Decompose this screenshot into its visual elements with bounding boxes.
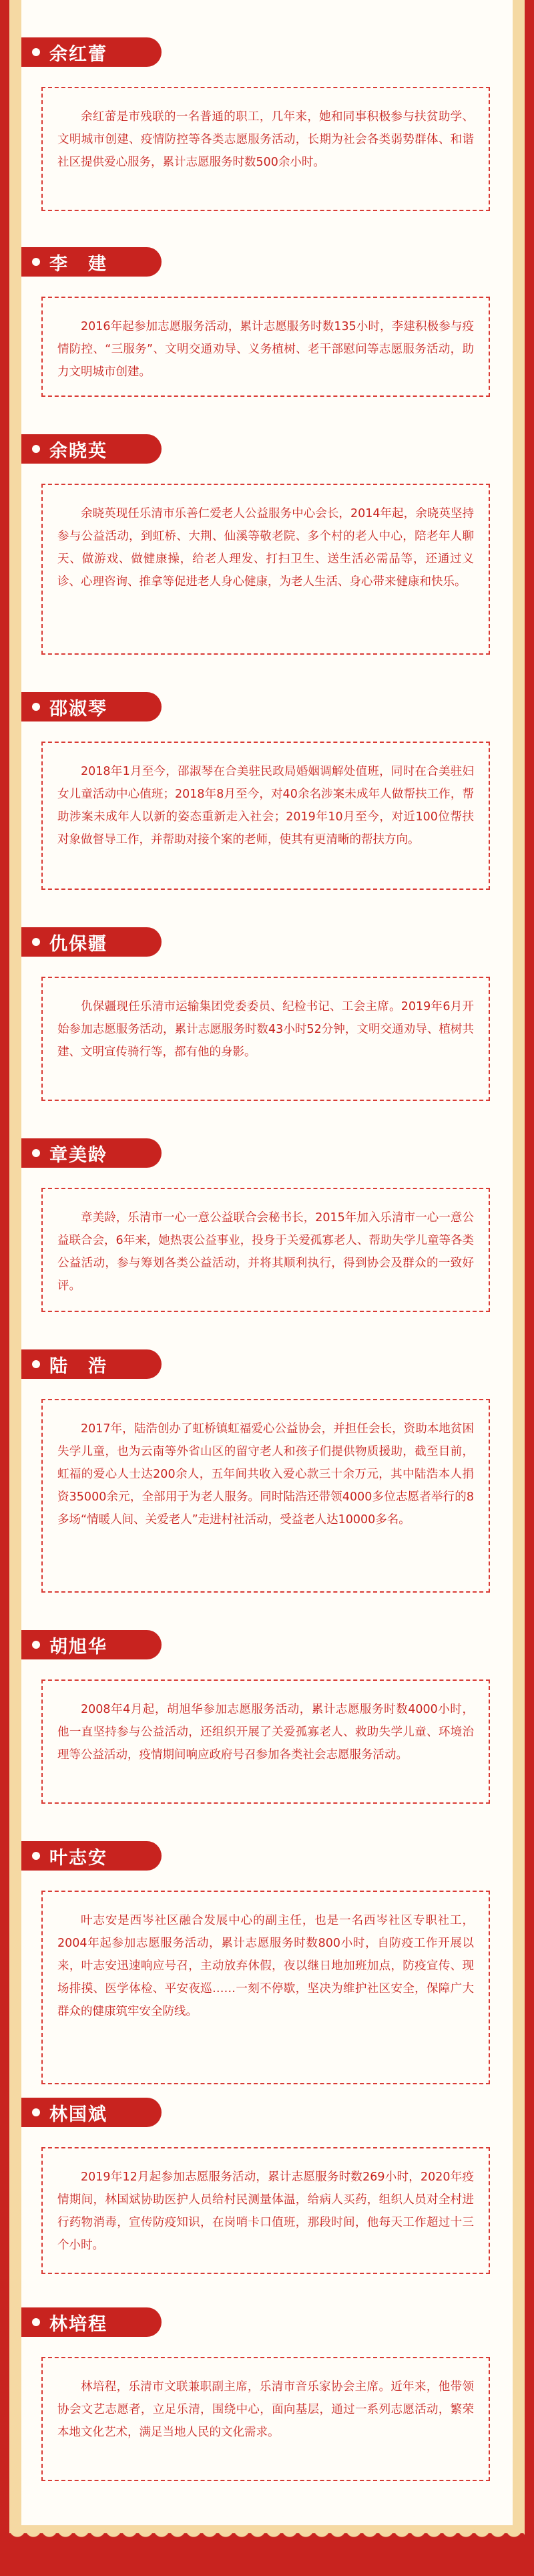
- name-tag: [21, 1630, 162, 1659]
- name-tag: [21, 2307, 162, 2337]
- profile-name: 李 建: [49, 253, 107, 275]
- profile-description-box: [41, 2147, 490, 2274]
- profile-description: 仇保疆现任乐清市运输集团党委委员、纪检书记、工会主席。2019年6月开始参加志愿服务活动，累计志愿服务时数43小时52分钟，文明交通劝导、植树共建、文明宣传骑行等，都有他的身影。: [57, 1000, 474, 1059]
- profile-name: 邵淑琴: [49, 698, 107, 719]
- profile-description: 余晓英现任乐清市乐善仁爱老人公益服务中心会长，2014年起，余晓英坚持参与公益活动，到虹桥、大荆、仙溪等敬老院、多个村的老人中心，陪老年人聊天、做游戏、做健康操，给老人理发、打扫卫生、送生活必需品等，还通过义诊、心理咨询、推拿等促进老人身心健康，为老人生活、身心带来健康和快乐。: [57, 507, 474, 589]
- profile-description-box: [41, 297, 490, 397]
- name-tag: [21, 37, 162, 67]
- profile-description: 2017年，陆浩创办了虹桥镇虹福爱心公益协会，并担任会长，资助本地贫困失学儿童，也为云南等外省山区的留守老人和孩子们提供物质援助，截至目前，虹福的爱心人士达200余人，五年间共收入爱心款三十余万元，其中陆浩本人捐资35000余元，全部用于为老人服务。同时陆浩还带领4000多位志愿者举行的8多场“情暖人间、关爱老人”走进村社活动，受益老人达10000多名。: [57, 1422, 474, 1526]
- profile-description: 章美龄，乐清市一心一意公益联合会秘书长，2015年加入乐清市一心一意公益联合会，6年来，她热衷公益事业，投身于关爱孤寡老人、帮助失学儿童等各类公益活动，参与筹划各类公益活动，并将其顺利执行，得到协会及群众的一致好评。: [57, 1211, 474, 1293]
- tag-dot-icon: [32, 445, 40, 453]
- profile-description-box: [41, 977, 490, 1101]
- profile-description: 2019年12月起参加志愿服务活动，累计志愿服务时数269小时，2020年疫情期间，林国斌协助医护人员给村民测量体温，给病人买药，组织人员对全村进行药物消毒，宣传防疫知识，在岗哨卡口值班，那段时间，他每天工作超过十三个小时。: [57, 2170, 474, 2252]
- profile-name: 叶志安: [49, 1847, 107, 1869]
- tag-dot-icon: [32, 2108, 40, 2116]
- name-tag: [21, 692, 162, 721]
- profile-description: 林培程，乐清市文联兼职副主席，乐清市音乐家协会主席。近年来，他带领协会文艺志愿者，立足乐清，围绕中心，面向基层，通过一系列志愿活动，繁荣本地文化艺术，满足当地人民的文化需求。: [57, 2380, 474, 2439]
- profile-name: 陆 浩: [49, 1355, 107, 1377]
- tag-dot-icon: [32, 938, 40, 946]
- profile-name: 仇保疆: [49, 933, 107, 955]
- tag-dot-icon: [32, 1360, 40, 1368]
- profile-description-box: [41, 742, 490, 890]
- profile-description: 余红蕾是市残联的一名普通的职工，几年来，她和同事积极参与扶贫助学、文明城市创建、疫情防控等各类志愿服务活动，长期为社会各类弱势群体、和谐社区提供爱心服务，累计志愿服务时数500余小时。: [57, 110, 474, 169]
- tag-dot-icon: [32, 1852, 40, 1860]
- profile-description-box: [41, 1188, 490, 1312]
- name-tag: [21, 434, 162, 464]
- profile-description-box: [41, 2357, 490, 2481]
- name-tag: [21, 247, 162, 277]
- profile-description-box: [41, 1399, 490, 1593]
- profile-description-box: [41, 1679, 490, 1804]
- profile-name: 林培程: [49, 2313, 107, 2335]
- profile-name: 余红蕾: [49, 43, 107, 65]
- profile-name: 林国斌: [49, 2104, 107, 2125]
- tag-dot-icon: [32, 703, 40, 711]
- name-tag: [21, 2098, 162, 2127]
- tag-dot-icon: [32, 2318, 40, 2326]
- tag-dot-icon: [32, 1149, 40, 1157]
- tag-dot-icon: [32, 258, 40, 266]
- profile-description: 叶志安是西岑社区融合发展中心的副主任，也是一名西岑社区专职社工，2004年起参加志愿服务活动，累计志愿服务时数800小时，自防疫工作开展以来，叶志安迅速响应号召，主动放弃休假，夜以继日地加班加点，防疫宣传、现场排摸、医学体检、平安夜巡……一刻不停歇，坚决为维护社区安全，保障广大群众的健康筑牢安全防线。: [57, 1914, 474, 2018]
- profile-description-box: [41, 1891, 490, 2084]
- profile-description-box: [41, 484, 490, 655]
- scallop-border-inner: [21, 2516, 513, 2535]
- name-tag: [21, 1841, 162, 1871]
- tag-dot-icon: [32, 48, 40, 56]
- profile-description: 2016年起参加志愿服务活动，累计志愿服务时数135小时，李建积极参与疫情防控、“三服务”、文明交通劝导、义务植树、老干部慰问等志愿服务活动，助力文明城市创建。: [57, 320, 474, 379]
- name-tag: [21, 1349, 162, 1379]
- profile-name: 余晓英: [49, 440, 107, 462]
- profile-description: 2018年1月至今，邵淑琴在合美驻民政局婚姻调解处值班，同时在合美驻妇女儿童活动中心值班；2018年8月至今，对40余名涉案未成年人做帮扶工作，帮助涉案未成年人以新的姿态重新走入社会；2019年10月至今，对近100位帮扶对象做督导工作，并帮助对接个案的老师，使其有更清晰的帮扶方向。: [57, 765, 474, 846]
- profile-name: 章美龄: [49, 1144, 107, 1166]
- name-tag: [21, 1138, 162, 1168]
- tag-dot-icon: [32, 1641, 40, 1649]
- profile-description-box: [41, 87, 490, 211]
- name-tag: [21, 927, 162, 957]
- profile-name: 胡旭华: [49, 1636, 107, 1657]
- profile-description: 2008年4月起，胡旭华参加志愿服务活动，累计志愿服务时数4000小时，他一直坚持参与公益活动，还组织开展了关爱孤寡老人、救助失学儿童、环境治理等公益活动，疫情期间响应政府号召参加各类社会志愿服务活动。: [57, 1703, 474, 1762]
